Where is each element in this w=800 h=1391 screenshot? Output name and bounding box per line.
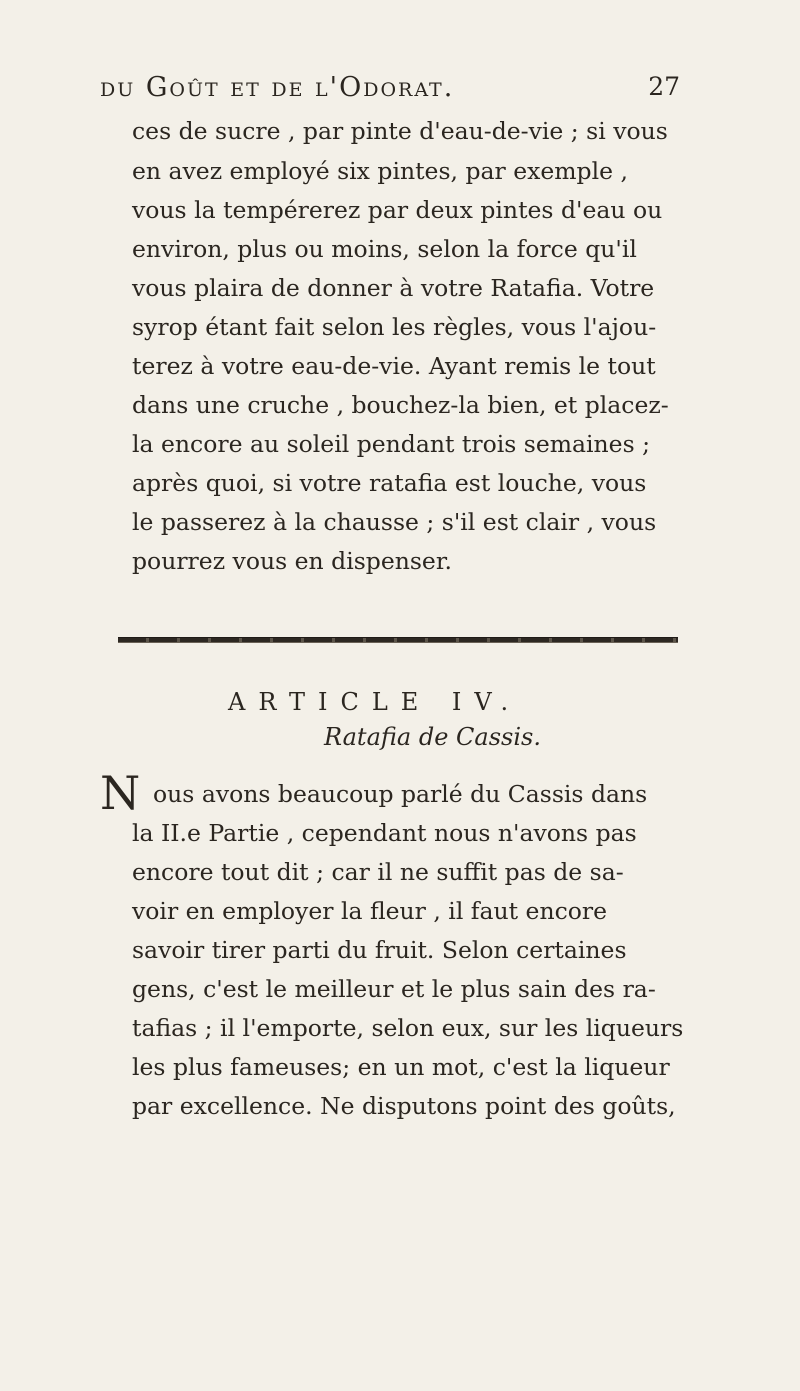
text-line: dans une cruche , bouchez-la bien, et placez- xyxy=(132,391,669,419)
text-line: vous plaira de donner à votre Ratafia. Votre xyxy=(132,274,655,302)
text-line: par excellence. Ne disputons point des goûts, xyxy=(132,1092,676,1120)
text-line: ces de sucre , par pinte d'eau-de-vie ; si vous xyxy=(132,117,668,145)
text-line: en avez employé six pintes, par exemple , xyxy=(132,157,628,185)
text-line: environ, plus ou moins, selon la force qu'il xyxy=(132,235,637,263)
running-title: du Goût et de l'Odorat. xyxy=(100,72,455,103)
text-line: voir en employer la fleur , il faut encore xyxy=(132,897,608,925)
text-line: vous la tempérerez par deux pintes d'eau ou xyxy=(132,196,663,224)
text-line: ous avons beaucoup parlé du Cassis dans xyxy=(153,780,648,808)
text-line: syrop étant fait selon les règles, vous l'ajou- xyxy=(132,313,657,341)
article-subtitle: Ratafia de Cassis. xyxy=(324,723,541,751)
text-line: la II.e Partie , cependant nous n'avons pas xyxy=(132,819,637,847)
text-line: pourrez vous en dispenser. xyxy=(132,547,452,575)
running-head xyxy=(100,72,680,106)
page-number: 27 xyxy=(648,72,680,101)
drop-cap: N xyxy=(100,766,141,820)
text-line: gens, c'est le meilleur et le plus sain des ra- xyxy=(132,975,656,1003)
text-line: les plus fameuses; en un mot, c'est la liqueur xyxy=(132,1053,670,1081)
text-line: la encore au soleil pendant trois semaines ; xyxy=(132,430,651,458)
text-line: savoir tirer parti du fruit. Selon certaines xyxy=(132,936,627,964)
article-heading: ARTICLE IV. xyxy=(228,688,522,716)
text-line: après quoi, si votre ratafia est louche, vous xyxy=(132,469,647,497)
text-line: tafias ; il l'emporte, selon eux, sur les liqueurs xyxy=(132,1014,684,1042)
ornamental-rule xyxy=(118,637,678,643)
text-line: terez à votre eau-de-vie. Ayant remis le tout xyxy=(132,352,656,380)
text-line: encore tout dit ; car il ne suffit pas de sa- xyxy=(132,858,624,886)
text-line: le passerez à la chausse ; s'il est clair , vous xyxy=(132,508,657,536)
